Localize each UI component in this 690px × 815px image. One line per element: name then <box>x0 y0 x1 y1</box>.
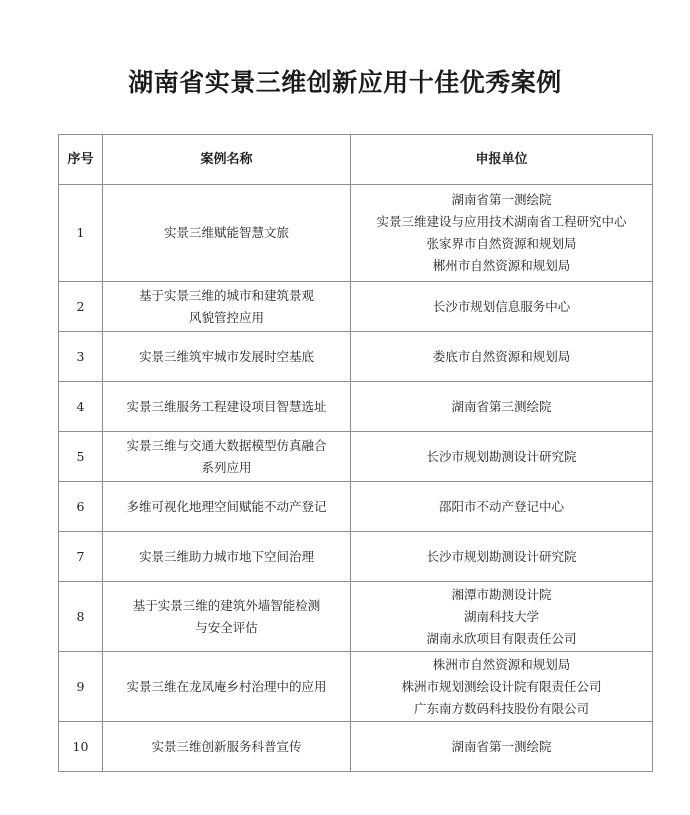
applicant-unit-cell <box>351 185 653 282</box>
case-name-cell <box>103 282 351 332</box>
case-name-cell <box>103 652 351 722</box>
case-name-line: 多维可视化地理空间赋能不动产登记 <box>126 498 327 514</box>
case-name-line: 实景三维助力城市地下空间治理 <box>138 548 314 564</box>
row-index: 3 <box>59 332 103 382</box>
case-name-line: 实景三维在龙凤庵乡村治理中的应用 <box>126 678 327 694</box>
case-name-line: 系列应用 <box>201 459 252 475</box>
table-row <box>59 432 653 482</box>
row-index: 10 <box>59 722 103 772</box>
table-body <box>59 185 653 772</box>
page-title: 湖南省实景三维创新应用十佳优秀案例 <box>128 68 562 97</box>
row-index: 9 <box>59 652 103 722</box>
case-name-cell <box>103 432 351 482</box>
table-header-row <box>59 135 653 185</box>
applicant-unit-cell <box>351 332 653 382</box>
applicant-unit-line: 实景三维建设与应用技术湖南省工程研究中心 <box>376 214 627 229</box>
case-name-line: 与安全评估 <box>195 619 258 635</box>
case-name-line: 基于实景三维的建筑外墙智能检测 <box>132 597 321 613</box>
applicant-unit-line: 长沙市规划勘测设计研究院 <box>426 548 577 564</box>
row-index: 1 <box>59 185 103 282</box>
applicant-unit-line: 长沙市规划信息服务中心 <box>432 298 571 314</box>
case-name-line: 实景三维赋能智慧文旅 <box>163 225 289 240</box>
case-name-cell <box>103 482 351 532</box>
row-index: 6 <box>59 482 103 532</box>
case-name-line: 实景三维筑牢城市发展时空基底 <box>138 348 314 364</box>
applicant-unit-line: 湖南省第三测绘院 <box>451 398 552 414</box>
applicant-unit-line: 郴州市自然资源和规划局 <box>432 258 571 273</box>
table-row <box>59 332 653 382</box>
applicant-unit-line: 株洲市规划测绘设计院有限责任公司 <box>401 678 602 694</box>
case-name-line: 风貌管控应用 <box>188 309 264 325</box>
header-case-name: 案例名称 <box>103 135 351 185</box>
table-row <box>59 582 653 652</box>
table-row <box>59 652 653 722</box>
case-name-line: 实景三维与交通大数据模型仿真融合 <box>126 437 327 453</box>
applicant-unit-line: 湖南省第一测绘院 <box>451 192 552 207</box>
header-applicant-unit: 申报单位 <box>351 135 653 185</box>
row-index: 2 <box>59 282 103 332</box>
applicant-unit-line: 邵阳市不动产登记中心 <box>438 498 564 514</box>
applicant-unit-cell <box>351 722 653 772</box>
table-row <box>59 282 653 332</box>
case-name-cell <box>103 722 351 772</box>
case-name-cell <box>103 185 351 282</box>
applicant-unit-cell <box>351 652 653 722</box>
row-index: 5 <box>59 432 103 482</box>
applicant-unit-line: 娄底市自然资源和规划局 <box>432 348 571 364</box>
table-row <box>59 482 653 532</box>
applicant-unit-line: 长沙市规划勘测设计研究院 <box>426 448 577 464</box>
header-index: 序号 <box>59 135 103 185</box>
applicant-unit-line: 张家界市自然资源和规划局 <box>426 236 577 251</box>
table-row <box>59 185 653 282</box>
applicant-unit-cell <box>351 532 653 582</box>
applicant-unit-cell <box>351 432 653 482</box>
applicant-unit-line: 广东南方数码科技股份有限公司 <box>413 700 589 716</box>
applicant-unit-cell <box>351 482 653 532</box>
table-row <box>59 382 653 432</box>
applicant-unit-cell <box>351 382 653 432</box>
applicant-unit-line: 湘潭市勘测设计院 <box>451 586 552 602</box>
row-index: 7 <box>59 532 103 582</box>
applicant-unit-cell <box>351 282 653 332</box>
case-name-cell <box>103 332 351 382</box>
case-name-cell <box>103 582 351 652</box>
case-name-line: 实景三维创新服务科普宣传 <box>151 738 302 754</box>
table-row <box>59 722 653 772</box>
case-name-cell <box>103 382 351 432</box>
row-index: 8 <box>59 582 103 652</box>
applicant-unit-line: 湖南省第一测绘院 <box>451 738 552 754</box>
applicant-unit-line: 湖南科技大学 <box>463 608 539 624</box>
case-name-line: 基于实景三维的城市和建筑景观 <box>138 287 314 303</box>
applicant-unit-cell <box>351 582 653 652</box>
row-index: 4 <box>59 382 103 432</box>
cases-table <box>58 134 653 772</box>
applicant-unit-line: 株洲市自然资源和规划局 <box>432 656 571 672</box>
case-name-line: 实景三维服务工程建设项目智慧选址 <box>126 398 327 414</box>
applicant-unit-line: 湖南永欣项目有限责任公司 <box>426 630 577 646</box>
table-row <box>59 532 653 582</box>
case-name-cell <box>103 532 351 582</box>
